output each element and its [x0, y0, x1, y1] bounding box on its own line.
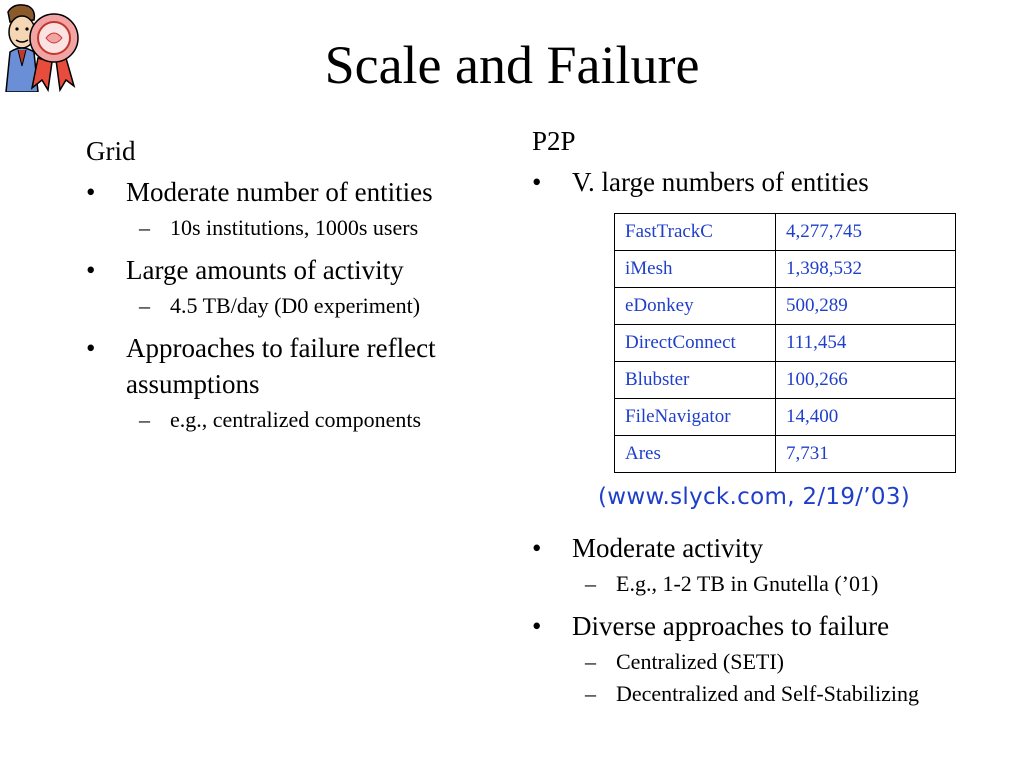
p2p-entities-table: [614, 213, 956, 473]
grid-bullet: [86, 252, 506, 288]
table-row: [615, 214, 956, 251]
sub-bullet-text: e.g., centralized components: [170, 407, 422, 432]
dash-icon: –: [585, 681, 596, 706]
grid-sub-bullet: [86, 406, 506, 434]
bullet-text: Moderate number of entities: [126, 177, 433, 207]
sub-bullet-text: 4.5 TB/day (D0 experiment): [170, 293, 421, 318]
network-name-cell: Ares: [615, 436, 776, 473]
entity-count-cell: 100,266: [776, 362, 956, 399]
dash-icon: –: [139, 293, 150, 318]
dash-icon: –: [139, 215, 150, 240]
bullet-text: V. large numbers of entities: [572, 167, 869, 197]
table-row: [615, 325, 956, 362]
bullet-text: Moderate activity: [572, 533, 764, 563]
bullet-icon: •: [532, 533, 542, 563]
entity-count-cell: 7,731: [776, 436, 956, 473]
dash-icon: –: [585, 571, 596, 596]
network-name-cell: FastTrackC: [615, 214, 776, 251]
p2p-sub-bullet: [532, 680, 1012, 708]
p2p-sub-bullet: [532, 648, 1012, 676]
table-row: [615, 362, 956, 399]
slide-title: Scale and Failure: [324, 35, 700, 95]
p2p-lower-bullets: [532, 530, 1012, 718]
table-row: [615, 436, 956, 473]
bullet-icon: •: [532, 167, 542, 197]
table-row: [615, 288, 956, 325]
table-row: [615, 251, 956, 288]
entity-count-cell: 4,277,745: [776, 214, 956, 251]
table-source-citation: (www.slyck.com, 2/19/’03): [598, 484, 911, 510]
p2p-sub-bullet: [532, 570, 1012, 598]
entity-count-cell: 500,289: [776, 288, 956, 325]
bullet-text: Large amounts of activity: [126, 255, 404, 285]
bullet-text: Diverse approaches to failure: [572, 611, 890, 641]
bullet-icon: •: [86, 255, 96, 285]
bullet-icon: •: [86, 333, 96, 363]
grid-bullet: [86, 330, 506, 402]
network-name-cell: iMesh: [615, 251, 776, 288]
p2p-heading: P2P: [532, 126, 576, 156]
p2p-bullet: [532, 530, 1012, 566]
p2p-bullet: [532, 608, 1012, 644]
sub-bullet-text: E.g., 1-2 TB in Gnutella (’01): [616, 571, 879, 596]
grid-heading: Grid: [86, 136, 136, 166]
bullet-icon: •: [532, 611, 542, 641]
network-name-cell: DirectConnect: [615, 325, 776, 362]
p2p-bullet: [532, 164, 1012, 200]
grid-column: [86, 134, 506, 444]
table-row: [615, 399, 956, 436]
p2p-column: [532, 124, 1012, 204]
entity-count-cell: 111,454: [776, 325, 956, 362]
network-name-cell: Blubster: [615, 362, 776, 399]
grid-sub-bullet: [86, 214, 506, 242]
sub-bullet-text: Decentralized and Self-Stabilizing: [616, 681, 919, 706]
bullet-icon: •: [86, 177, 96, 207]
grid-bullet: [86, 174, 506, 210]
entity-count-cell: 14,400: [776, 399, 956, 436]
dash-icon: –: [139, 407, 150, 432]
bullet-text: Approaches to failure reflect assumptions: [126, 333, 436, 399]
network-name-cell: FileNavigator: [615, 399, 776, 436]
grid-sub-bullet: [86, 292, 506, 320]
sub-bullet-text: 10s institutions, 1000s users: [170, 215, 419, 240]
network-name-cell: eDonkey: [615, 288, 776, 325]
sub-bullet-text: Centralized (SETI): [616, 649, 784, 674]
dash-icon: –: [585, 649, 596, 674]
entity-count-cell: 1,398,532: [776, 251, 956, 288]
